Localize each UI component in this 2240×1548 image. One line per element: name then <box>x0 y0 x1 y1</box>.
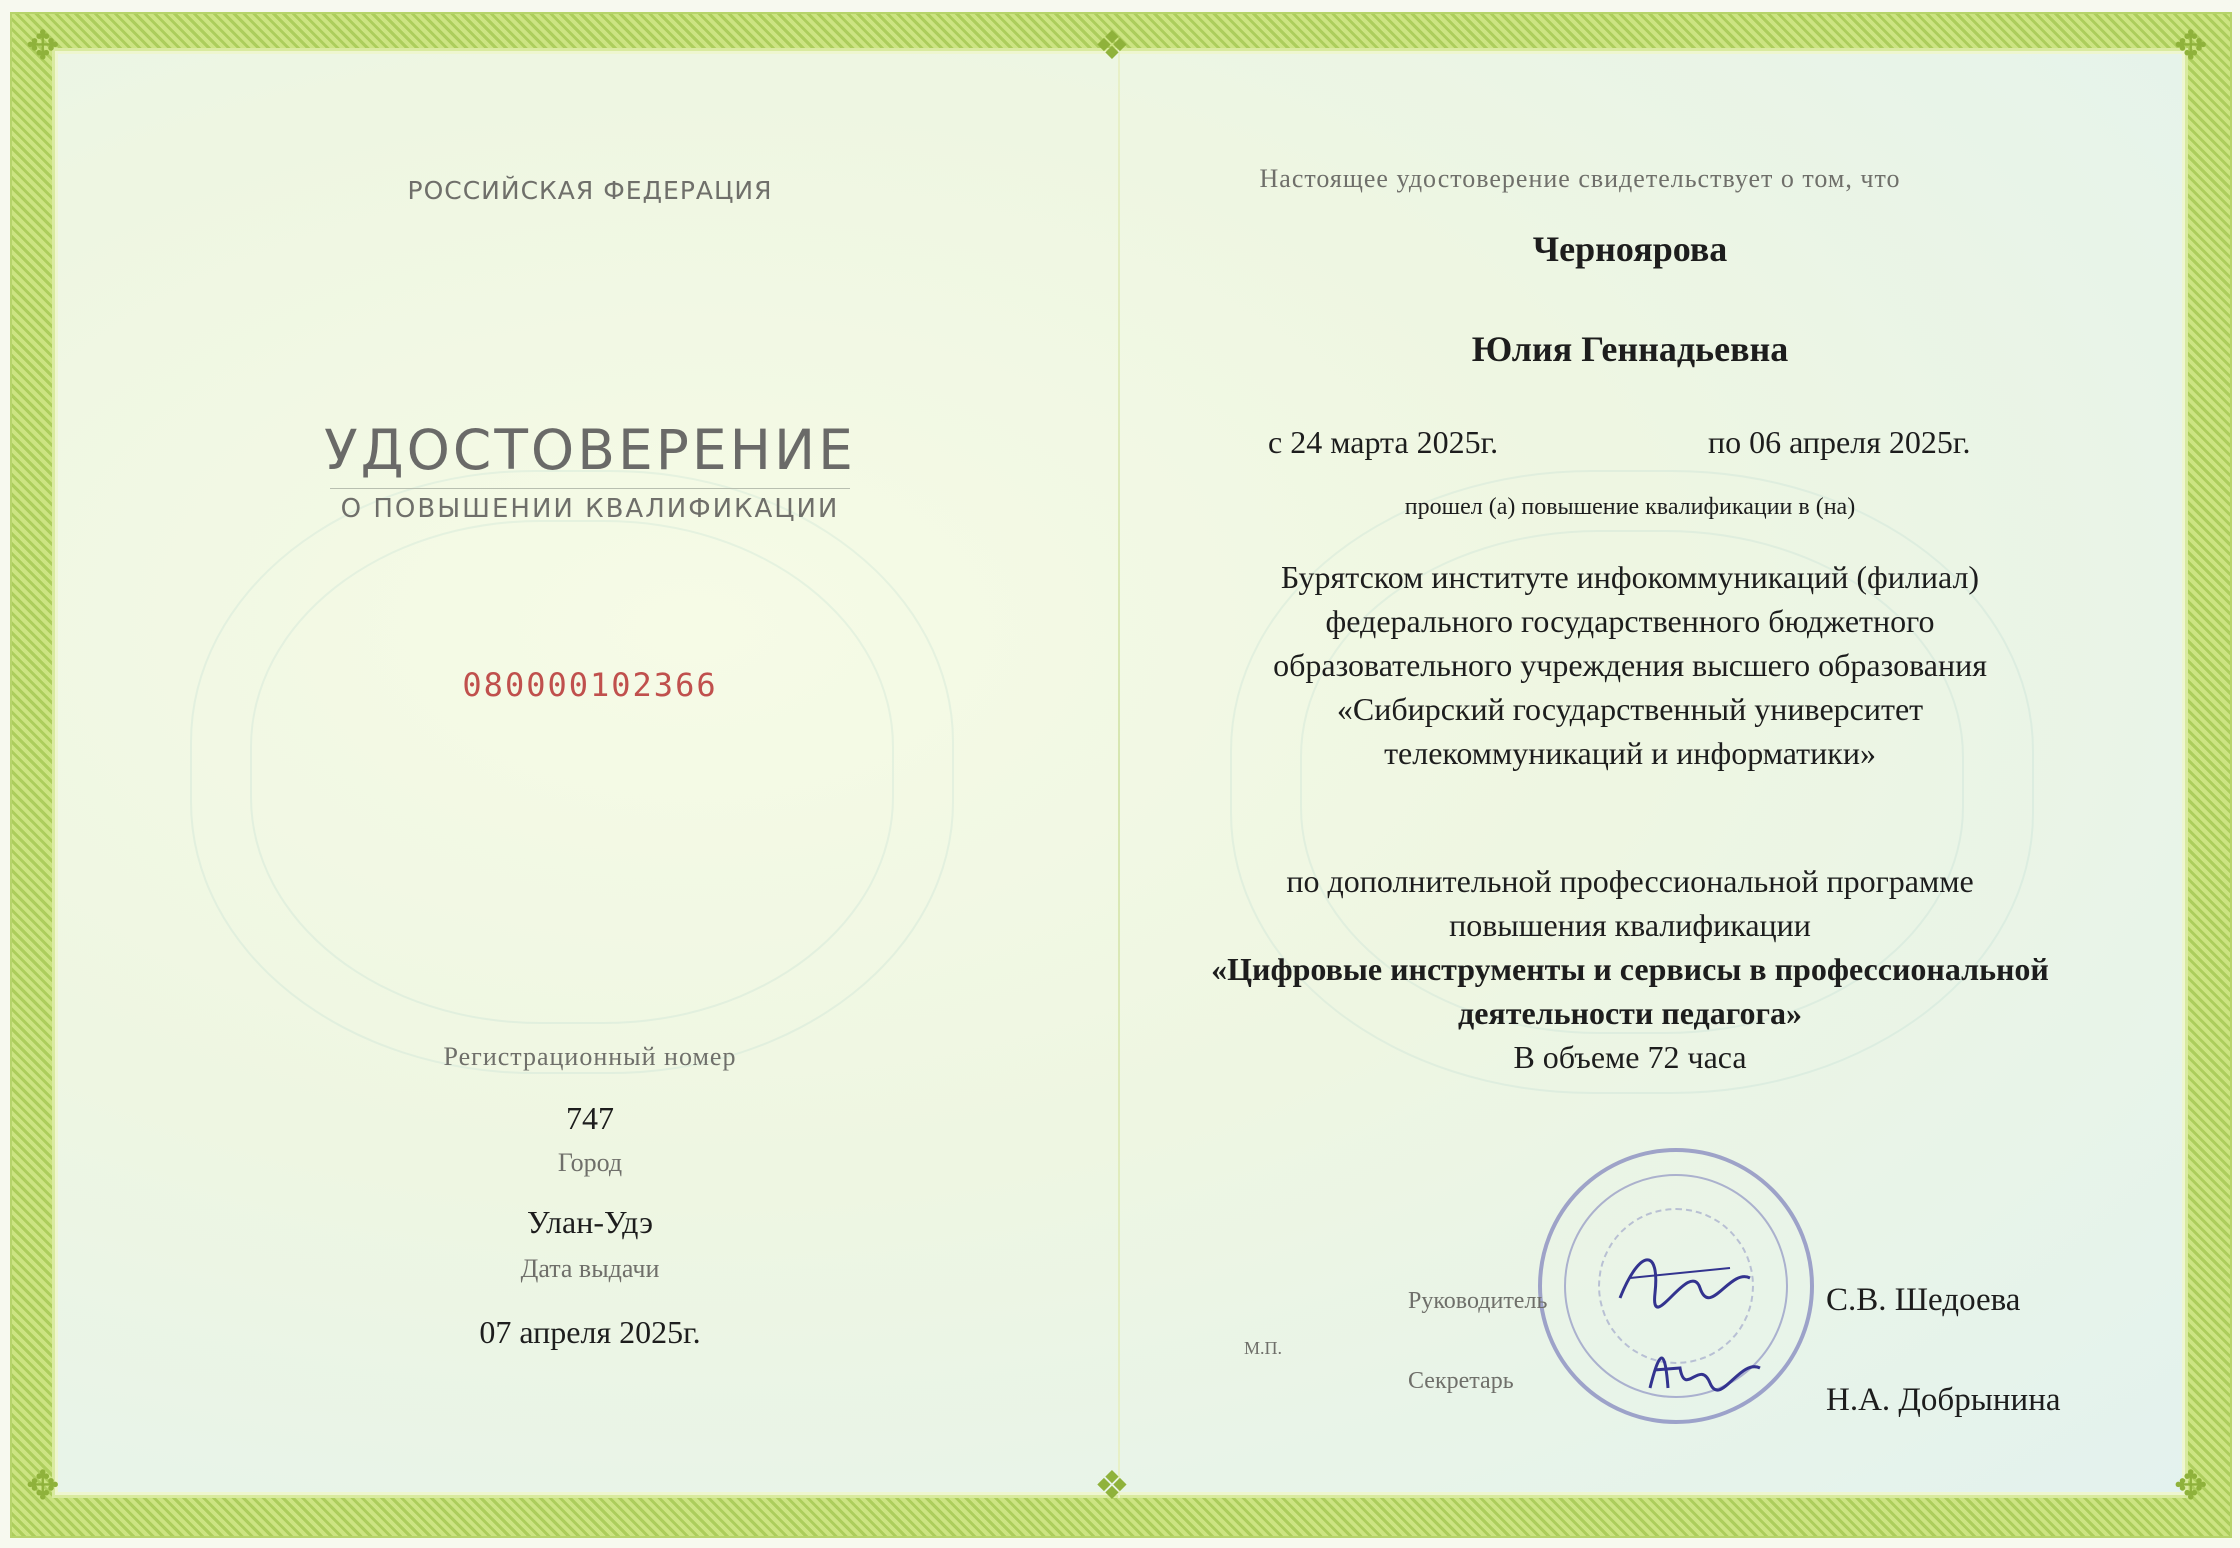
seal-place-label: М.П. <box>1244 1338 1283 1358</box>
page-fold <box>1118 48 1120 1498</box>
secretary-name: Н.А. Добрынина <box>1826 1382 2061 1418</box>
head-signature <box>1610 1238 1760 1328</box>
holder-given-names: Юлия Геннадьевна <box>1471 329 1789 369</box>
date-to: по 06 апреля 2025г. <box>1708 424 1971 460</box>
corner-ornament-icon: ✥ <box>2174 1463 2208 1508</box>
registration-number: 747 <box>566 1100 614 1136</box>
corner-ornament-icon: ❖ <box>1094 1463 1130 1508</box>
country-label: РОССИЙСКАЯ ФЕДЕРАЦИЯ <box>407 176 773 205</box>
program-intro-line: по дополнительной профессиональной программе <box>1286 863 1974 899</box>
program-volume: В объеме 72 часа <box>1513 1039 1747 1075</box>
corner-ornament-icon: ✥ <box>26 23 60 68</box>
document-title: УДОСТОВЕРЕНИЕ <box>324 418 856 482</box>
head-label: Руководитель <box>1408 1288 1548 1314</box>
institution-line: Бурятском институте инфокоммуникаций (филиал) <box>1280 559 1980 595</box>
watermark-rosette <box>250 520 894 1024</box>
passed-text: прошел (а) повышение квалификации в (на) <box>1404 494 1856 520</box>
issue-date: 07 апреля 2025г. <box>479 1314 701 1350</box>
registration-label: Регистрационный номер <box>443 1042 737 1071</box>
corner-ornament-icon: ❖ <box>1094 23 1130 68</box>
city-label: Город <box>557 1148 623 1177</box>
secretary-signature <box>1640 1338 1770 1408</box>
institution-line: образовательного учреждения высшего образования <box>1273 647 1987 683</box>
document-subtitle: О ПОВЫШЕНИИ КВАЛИФИКАЦИИ <box>340 494 840 524</box>
corner-ornament-icon: ✥ <box>2174 23 2208 68</box>
institution-line: федерального государственного бюджетного <box>1325 603 1935 639</box>
program-intro-line: повышения квалификации <box>1449 907 1811 943</box>
city-value: Улан-Удэ <box>527 1204 653 1240</box>
serial-number: 080000102366 <box>462 666 718 704</box>
intro-text: Настоящее удостоверение свидетельствует о том, что <box>1259 164 1901 193</box>
head-name: С.В. Шедоева <box>1826 1282 2021 1318</box>
title-divider <box>330 488 850 489</box>
institution-line: телекоммуникаций и информатики» <box>1384 735 1876 771</box>
holder-surname: Черноярова <box>1532 229 1728 269</box>
program-title-line: «Цифровые инструменты и сервисы в профессиональной <box>1211 951 2049 987</box>
institution-line: «Сибирский государственный университет <box>1336 691 1924 727</box>
date-from: с 24 марта 2025г. <box>1268 424 1499 460</box>
corner-ornament-icon: ✥ <box>26 1463 60 1508</box>
program-title-line: деятельности педагога» <box>1458 995 1802 1031</box>
secretary-label: Секретарь <box>1408 1368 1514 1394</box>
issue-date-label: Дата выдачи <box>520 1254 660 1283</box>
